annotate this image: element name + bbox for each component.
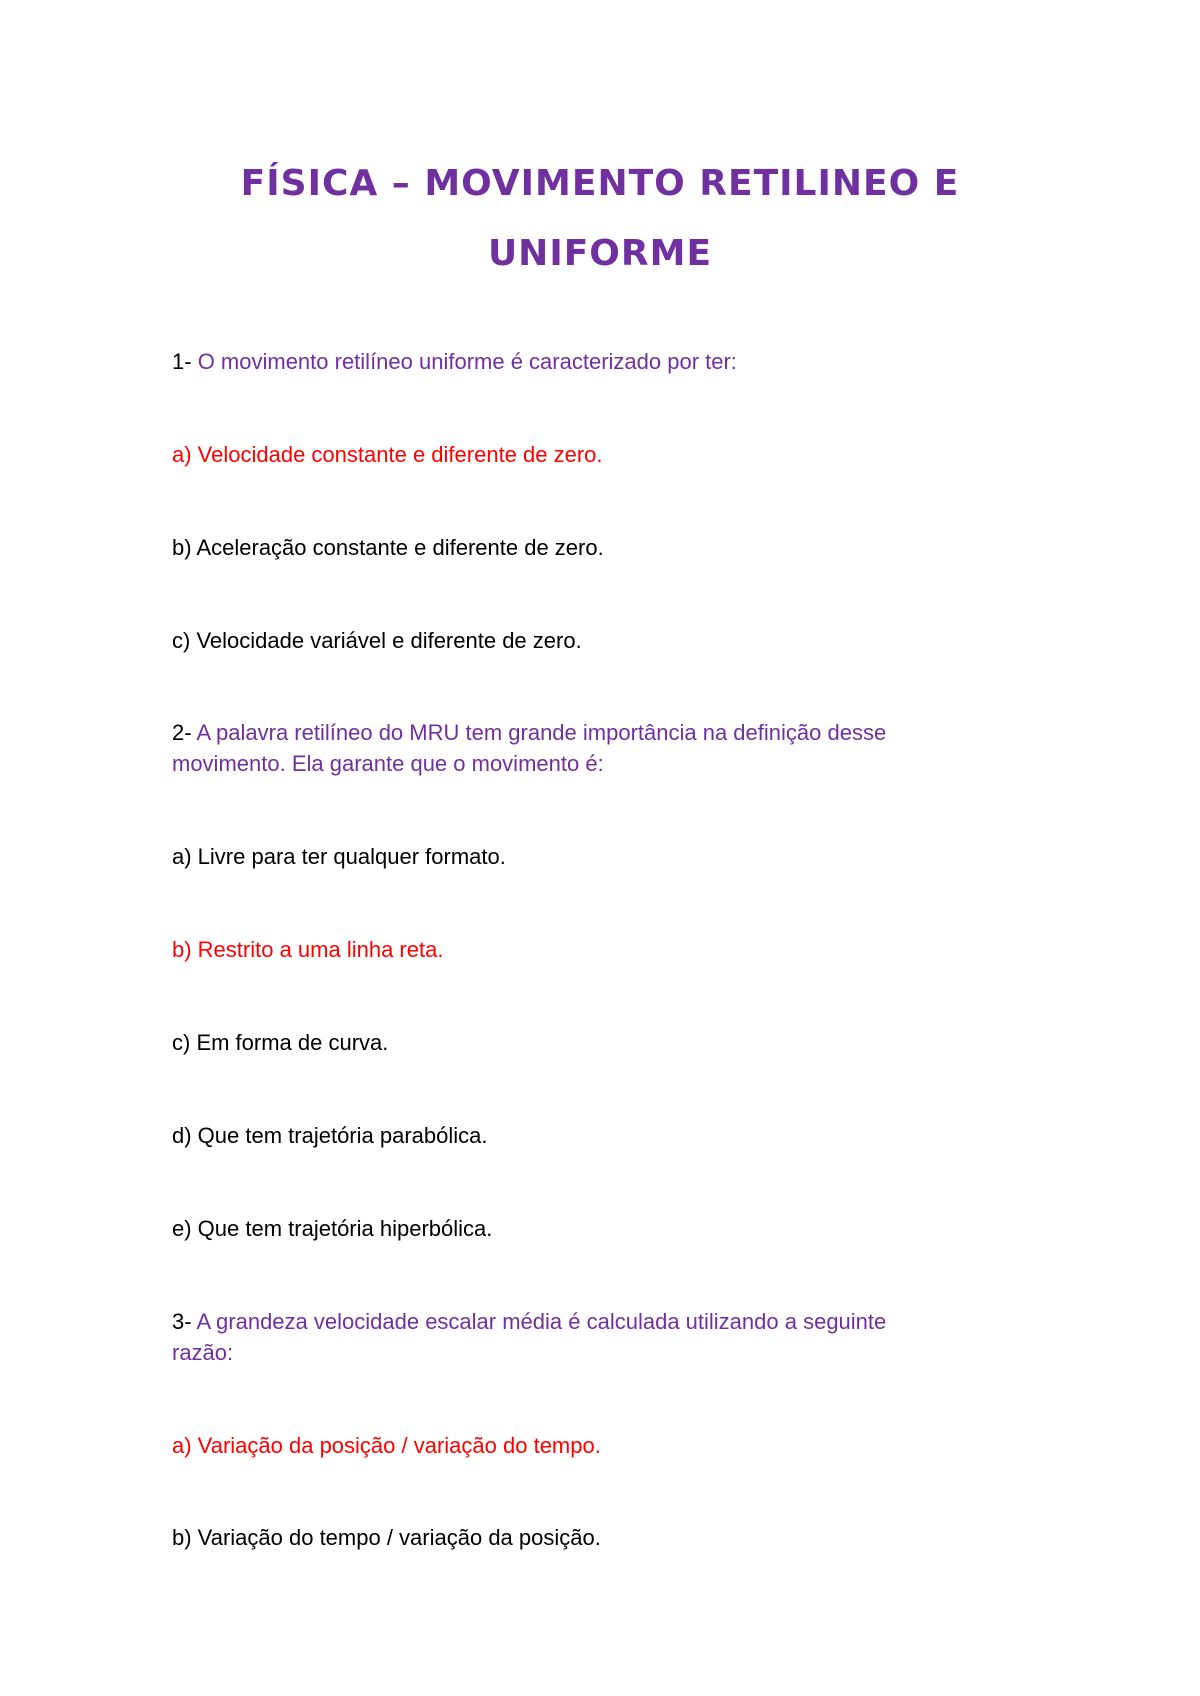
- question-text-line-1: A grandeza velocidade escalar média é calculada utilizando a seguinte: [196, 1309, 887, 1334]
- question-2-option-c: c) Em forma de curva.: [172, 1030, 389, 1055]
- question-2-option-d: d) Que tem trajetória parabólica.: [172, 1123, 488, 1148]
- document-title-line-2: UNIFORME: [487, 233, 713, 274]
- question-number: 3-: [172, 1309, 192, 1334]
- question-1: [172, 346, 737, 377]
- question-number: 2-: [172, 720, 192, 745]
- question-2: [172, 717, 886, 748]
- question-3-option-a: a) Variação da posição / variação do tempo.: [172, 1433, 601, 1458]
- question-3-option-b: b) Variação do tempo / variação da posição.: [172, 1525, 601, 1550]
- document-title-line-1: FÍSICA – MOVIMENTO RETILINEO E: [240, 163, 960, 204]
- question-1-option-c: c) Velocidade variável e diferente de zero.: [172, 628, 582, 653]
- question-2-text-line-2: movimento. Ela garante que o movimento é:: [172, 751, 604, 776]
- question-1-option-b: b) Aceleração constante e diferente de zero.: [172, 535, 604, 560]
- question-3: [172, 1306, 886, 1337]
- question-text: O movimento retilíneo uniforme é caracterizado por ter:: [197, 349, 737, 374]
- question-3-text-line-2: razão:: [172, 1340, 234, 1365]
- question-1-option-a: a) Velocidade constante e diferente de zero.: [172, 442, 603, 467]
- question-text-line-1: A palavra retilíneo do MRU tem grande importância na definição desse: [196, 720, 887, 745]
- question-2-option-e: e) Que tem trajetória hiperbólica.: [172, 1216, 493, 1241]
- question-2-option-a: a) Livre para ter qualquer formato.: [172, 844, 506, 869]
- question-number: 1-: [172, 349, 192, 374]
- question-2-option-b: b) Restrito a uma linha reta.: [172, 937, 444, 962]
